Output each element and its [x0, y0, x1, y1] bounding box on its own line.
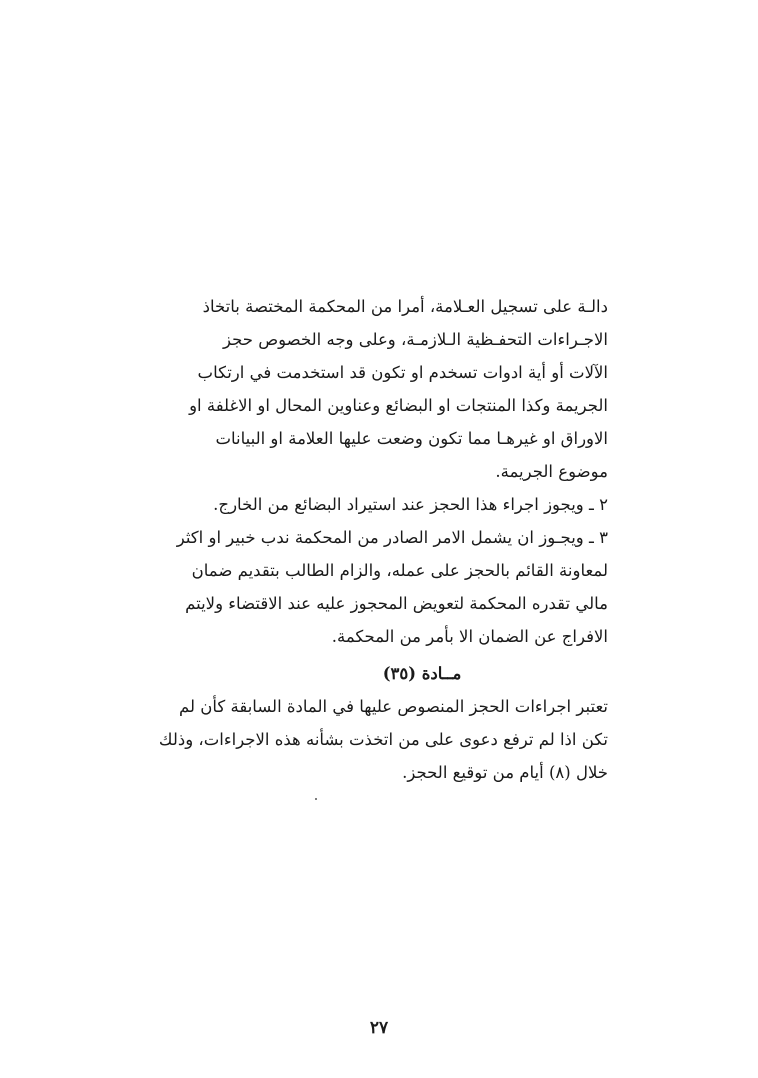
- article-heading: مــادة (٣٥): [382, 664, 462, 683]
- list-item-number: ٢ ـ: [589, 495, 608, 514]
- body-line: الاجـراءات التحفـظية الـلازمـة، وعلى وجه الخصوص حجز: [223, 330, 608, 349]
- article-line: تكن اذا لم ترفع دعوى على من اتخذت بشأنه هذه الاجراءات، وذلك: [158, 730, 608, 749]
- list-item-3: [176, 521, 608, 554]
- body-line: موضوع الجريمة.: [495, 462, 608, 481]
- article-line: خلال (٨) أيام من توقيع الحجز.: [402, 763, 608, 782]
- list-item-continuation: الافراج عن الضمان الا بأمر من المحكمة.: [331, 627, 608, 646]
- list-item-continuation: لمعاونة القائم بالحجز على عمله، والزام الطالب بتقديم ضمان: [191, 561, 608, 580]
- article-line: تعتبر اجراءات الحجز المنصوص عليها في المادة السابقة كأن لم: [179, 697, 608, 716]
- scan-speck: [315, 798, 317, 800]
- list-item-continuation: مالي تقدره المحكمة لتعويض المحجوز عليه عند الاقتضاء ولايتم: [185, 594, 608, 613]
- page-number: ٢٧: [369, 1018, 389, 1038]
- list-item-text: ويجـوز ان يشمل الامر الصادر من المحكمة ندب خبير او اكثر: [176, 528, 584, 547]
- body-line: الآلات أو أية ادوات تسخدم او تكون قد استخدمت في ارتكاب: [197, 363, 608, 382]
- list-item-2: [213, 488, 608, 521]
- body-line: الجريمة وكذا المنتجات او البضائع وعناوين المحال او الاغلفة او: [189, 396, 608, 415]
- list-item-number: ٣ ـ: [589, 528, 608, 547]
- body-line: الاوراق او غيرهـا مما تكون وضعت عليها العلامة او البيانات: [215, 429, 608, 448]
- body-line: دالـة على تسجيل العـلامة، أمرا من المحكمة المختصة باتخاذ: [202, 297, 608, 316]
- article-text-block: [158, 690, 608, 789]
- list-item-text: ويجوز اجراء هذا الحجز عند استيراد البضائع من الخارج.: [213, 495, 584, 514]
- main-text-block: [176, 290, 608, 653]
